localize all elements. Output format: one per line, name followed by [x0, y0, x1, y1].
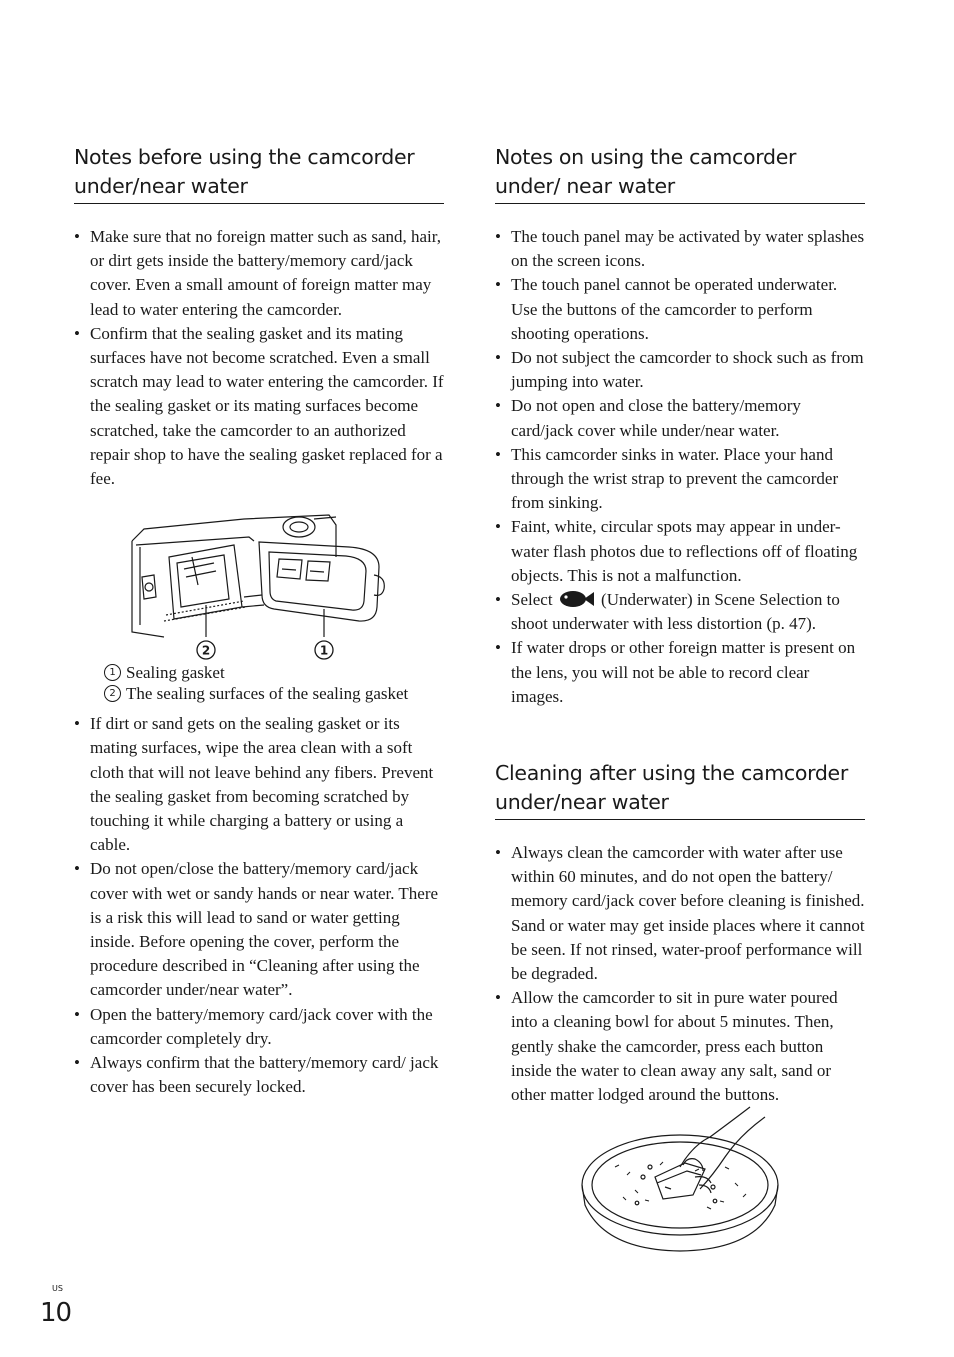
caption-row [104, 662, 444, 683]
list-item: • Do not subject the camcorder to shock such as from jumping into water. [495, 346, 865, 394]
camcorder-open-cover-illustration [74, 497, 444, 662]
list-item: • Do not open and close the battery/memory card/jack cover while under/near water. [495, 394, 865, 442]
caption-number: 1 [104, 664, 121, 681]
bullet-list-before-use-a [74, 225, 444, 491]
underwater-fish-icon [559, 589, 595, 609]
list-item-select-underwater [495, 588, 865, 636]
list-item: • If dirt or sand gets on the sealing gasket or its mating surfaces, wipe the area clean with a soft cloth that will not leave behind any fibers. Prevent the sealing gasket from becoming scratched by touching it while charging a battery or using a cable. [74, 712, 444, 857]
section-heading-before-use: Notes before using the camcorder under/near water [74, 143, 444, 204]
section-heading-cleaning: Cleaning after using the camcorder under/near water [495, 759, 865, 820]
select-text-after: (Underwater) in Scene Selection to shoot underwater with less distortion (p. 47). [511, 590, 840, 634]
caption-row [104, 683, 444, 704]
caption-text: The sealing surfaces of the sealing gasket [126, 684, 409, 704]
list-item: • Faint, white, circular spots may appear in under-water flash photos due to reflections off of floating objects. This is not a malfunction. [495, 515, 865, 588]
callout-2-label: 2 [201, 643, 211, 658]
list-item: • Open the battery/memory card/jack cover with the camcorder completely dry. [74, 1003, 444, 1051]
list-item: • This camcorder sinks in water. Place your hand through the wrist strap to prevent the camcorder from sinking. [495, 443, 865, 516]
section-heading-using-underwater: Notes on using the camcorder under/ near water [495, 143, 865, 204]
list-item: • The touch panel cannot be operated underwater. Use the buttons of the camcorder to perform shooting operations. [495, 273, 865, 346]
bowl-drawing [575, 1105, 785, 1255]
caption-number: 2 [104, 685, 121, 702]
list-item: • The touch panel may be activated by water splashes on the screen icons. [495, 225, 865, 273]
list-item: • Allow the camcorder to sit in pure water poured into a cleaning bowl for about 5 minutes. Then, gently shake the camcorder, press each button inside the water to clean away any salt, sand or other matter lodged around the buttons. [495, 986, 865, 1107]
caption-text: Sealing gasket [126, 663, 225, 683]
list-item: • Always confirm that the battery/memory card/ jack cover has been securely locked. [74, 1051, 444, 1099]
bullet-list-using-underwater [495, 225, 865, 709]
figure-captions [104, 662, 444, 704]
page-region-label: US [52, 1284, 63, 1293]
list-item: • Always clean the camcorder with water after use within 60 minutes, and do not open the battery/ memory card/jack cover before cleaning is finished. Sand or water may get inside places where it cannot be seen. If not rinsed, water-proof performance will be degraded. [495, 841, 865, 986]
cleaning-bowl-illustration [575, 1105, 785, 1255]
select-text: Select [511, 590, 553, 610]
cleaning-section [495, 759, 865, 1107]
bullet-list-before-use-b [74, 712, 444, 1099]
page-number: 10 [40, 1298, 72, 1328]
callout-1 [315, 641, 333, 659]
callout-1-label: 1 [319, 643, 329, 658]
list-item: • If water drops or other foreign matter is present on the lens, you will not be able to record clear images. [495, 636, 865, 709]
right-column [495, 143, 865, 1107]
list-item: • Make sure that no foreign matter such as sand, hair, or dirt gets inside the battery/memory card/jack cover. Even a small amount of foreign matter may lead to water entering the camcorder. [74, 225, 444, 322]
callout-2 [197, 641, 215, 659]
camcorder-cover-drawing [74, 497, 444, 662]
left-column [74, 143, 444, 1099]
bullet-list-cleaning [495, 841, 865, 1107]
list-item: • Do not open/close the battery/memory card/jack cover with wet or sandy hands or near water. There is a risk this will lead to sand or water getting inside. Before opening the cover, perform the procedure described in “Cleaning after using the camcorder under/near water”. [74, 857, 444, 1002]
list-item: • Confirm that the sealing gasket and its mating surfaces have not become scratched. Even a small scratch may lead to water entering the camcorder. If the sealing gasket or its mating surfaces become scratched, take the camcorder to an authorized repair shop to have the sealing gasket replaced for a fee. [74, 322, 444, 491]
